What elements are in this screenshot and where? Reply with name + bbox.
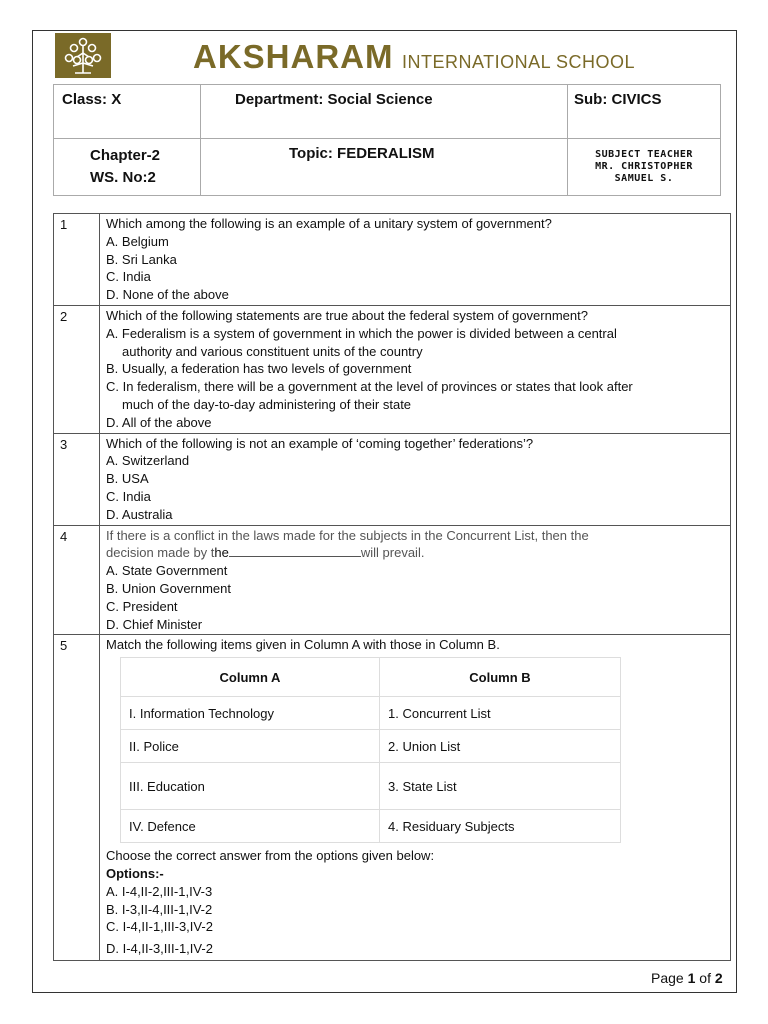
footer-prefix: Page [651, 970, 688, 986]
question-number: 4 [54, 525, 100, 635]
class-label: Class: X [62, 91, 122, 108]
page-footer [651, 970, 723, 986]
subject-label: Sub: CIVICS [574, 91, 662, 108]
match-row [121, 730, 621, 763]
current-page: 1 [687, 970, 696, 986]
teacher-cell [568, 139, 721, 196]
school-logo-icon [55, 33, 111, 78]
option: C. India [106, 269, 151, 285]
question-text: Match the following items given in Column A with those in Column B. [106, 637, 500, 653]
total-pages: 2 [714, 970, 723, 986]
teacher-name: MR. CHRISTOPHER SAMUEL S. [595, 161, 693, 184]
teacher-title: SUBJECT TEACHER [595, 149, 693, 160]
question-text: If there is a conflict in the laws made for the subjects in the Concurrent List, then the [106, 527, 589, 543]
chapter-label: Chapter-2 [90, 147, 161, 164]
question-body [100, 525, 731, 635]
column-a-item: III. Education [121, 763, 380, 810]
class-cell [54, 85, 201, 139]
option: D. None of the above [106, 287, 229, 303]
match-table [120, 657, 621, 843]
column-b-header: Column B [380, 658, 621, 697]
question-text-part: will prevail. [360, 545, 425, 561]
question-text-part: decision made by t [106, 545, 215, 561]
topic-label: Topic: FEDERALISM [289, 145, 435, 162]
question-number: 2 [54, 305, 100, 433]
ws-number: WS. No:2 [90, 169, 156, 186]
school-name [193, 38, 635, 76]
column-a-item: IV. Defence [121, 810, 380, 843]
option: D. I-4,II-3,III-1,IV-2 [106, 941, 213, 957]
question-number: 3 [54, 433, 100, 525]
question-text-part: he [214, 545, 229, 561]
questions-table [53, 213, 731, 961]
question-body [100, 433, 731, 525]
answer-blank [229, 545, 361, 557]
option: A. I-4,II-2,III-1,IV-3 [106, 883, 213, 899]
option: B. Sri Lanka [106, 251, 177, 267]
chapter-cell [54, 139, 201, 196]
column-b-item: 4. Residuary Subjects [380, 810, 621, 843]
column-a-header: Column A [121, 658, 380, 697]
option-continued: authority and various constituent units of the country [122, 343, 423, 359]
option: B. USA [106, 471, 149, 487]
question-text: Which of the following statements are true about the federal system of government? [106, 307, 588, 323]
option: D. Australia [106, 506, 173, 522]
question-body [100, 305, 731, 433]
question-body [100, 214, 731, 306]
option: A. Belgium [106, 233, 169, 249]
school-name-main: AKSHARAM [193, 38, 394, 75]
option-continued: much of the day-to-day administering of their state [122, 396, 412, 412]
option: C. I-4,II-1,III-3,IV-2 [106, 919, 213, 935]
question-text: Which among the following is an example of a unitary system of government? [106, 216, 552, 231]
column-b-item: 2. Union List [380, 730, 621, 763]
column-a-item: II. Police [121, 730, 380, 763]
option: C. President [106, 598, 178, 614]
match-row [121, 697, 621, 730]
option: B. Union Government [106, 580, 232, 596]
topic-cell [201, 139, 568, 196]
footer-of: of [695, 970, 715, 986]
department-cell [201, 85, 568, 139]
options-label: Options:- [106, 865, 164, 881]
column-b-item: 3. State List [380, 763, 621, 810]
department-label: Department: Social Science [235, 91, 433, 108]
option: B. Usually, a federation has two levels of government [106, 361, 412, 377]
option: C. India [106, 488, 151, 504]
option: A. Federalism is a system of government in which the power is divided between a central [106, 325, 617, 341]
question-row [54, 214, 731, 306]
school-name-rest: INTERNATIONAL SCHOOL [401, 52, 635, 72]
question-row [54, 433, 731, 525]
column-a-item: I. Information Technology [121, 697, 380, 730]
question-number: 5 [54, 635, 100, 961]
match-row [121, 763, 621, 810]
option: D. All of the above [106, 414, 212, 430]
subject-cell [568, 85, 721, 139]
match-row [121, 810, 621, 843]
option: C. In federalism, there will be a government at the level of provinces or states that look after [106, 379, 633, 395]
column-b-item: 1. Concurrent List [380, 697, 621, 730]
option: D. Chief Minister [106, 616, 203, 632]
instruction-text: Choose the correct answer from the options given below: [106, 848, 435, 864]
question-body [100, 635, 731, 961]
question-row [54, 525, 731, 635]
header-table [53, 84, 721, 196]
question-number: 1 [54, 214, 100, 306]
option: A. Switzerland [106, 453, 190, 469]
question-row [54, 635, 731, 961]
question-text-line2 [106, 544, 724, 562]
option: B. I-3,II-4,III-1,IV-2 [106, 901, 213, 917]
question-row [54, 305, 731, 433]
question-text: Which of the following is not an example of ‘coming together’ federations’? [106, 435, 534, 451]
option: A. State Government [106, 563, 228, 579]
